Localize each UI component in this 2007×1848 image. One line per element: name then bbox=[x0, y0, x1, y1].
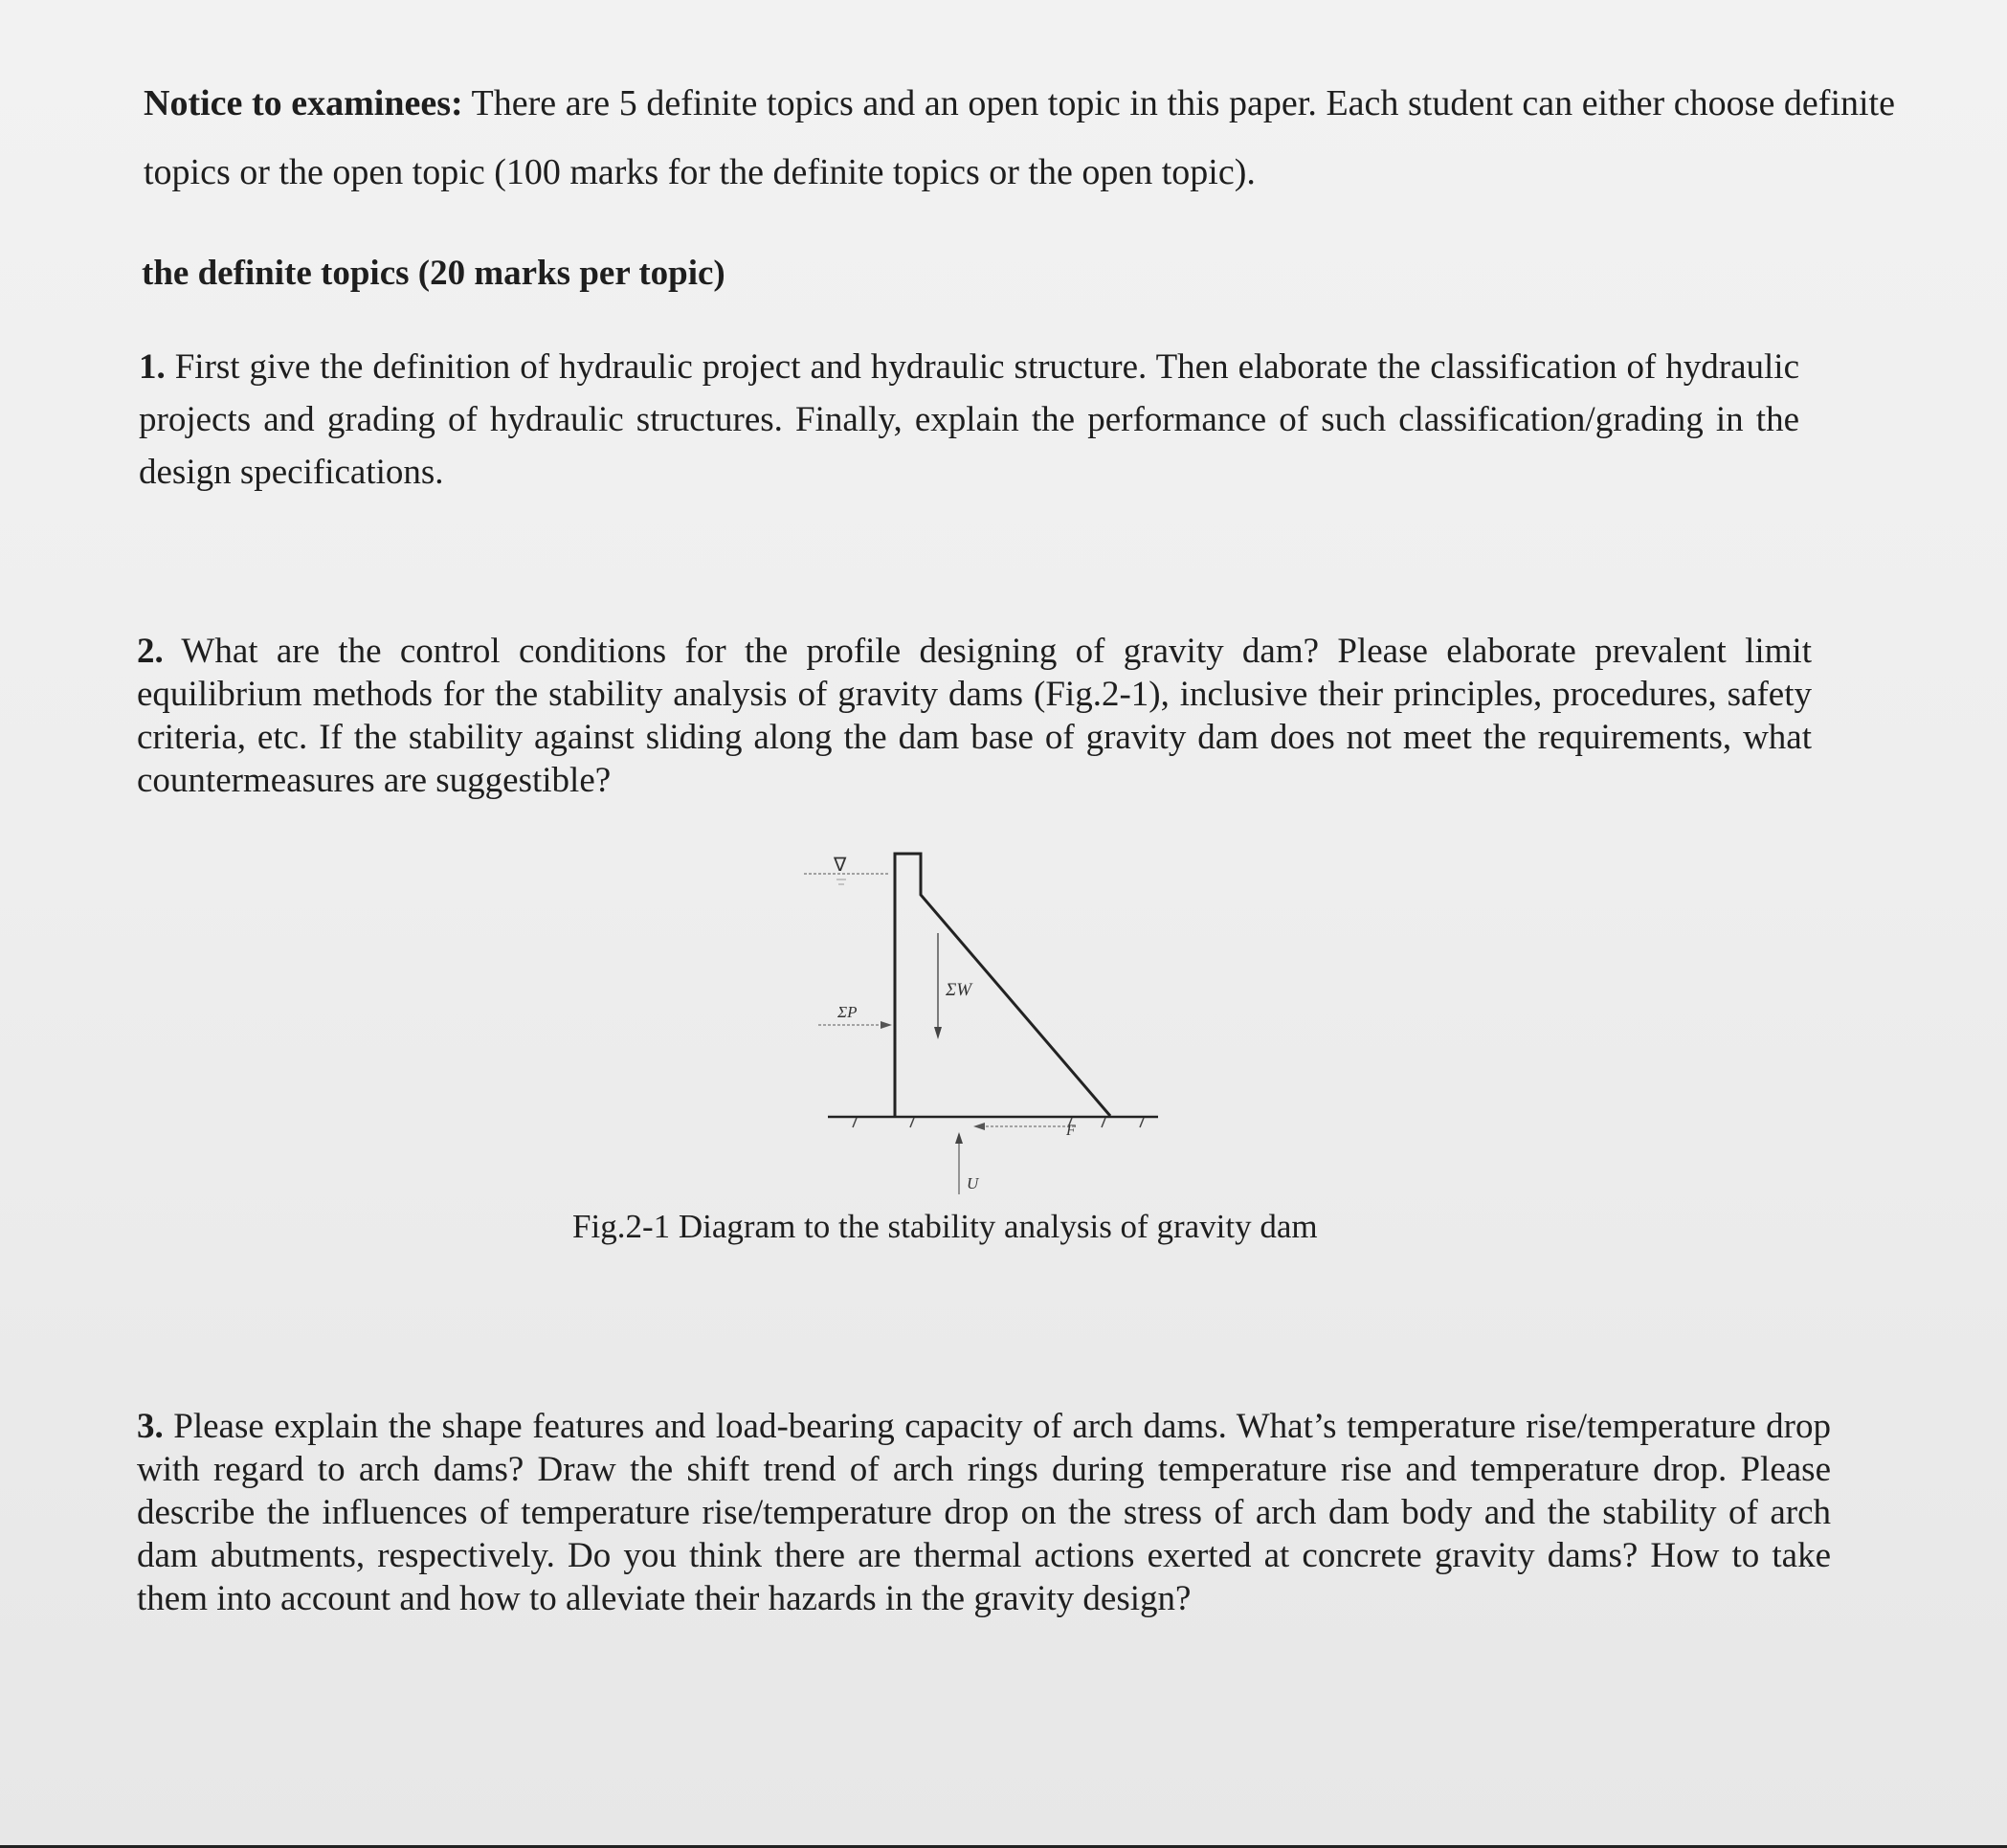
question-text: First give the definition of hydraulic project and hydraulic structure. Then elaborate the classification of hydraulic projects and grading of hydraulic structures. Finally, explain the performance of such classification/grading in the design specifications. bbox=[139, 347, 1799, 492]
question-number: 3. bbox=[137, 1407, 164, 1446]
pressure-label: ΣP bbox=[837, 1003, 858, 1021]
question-2 bbox=[137, 630, 1812, 802]
friction-label: F bbox=[1066, 1123, 1076, 1139]
uplift-label: U bbox=[967, 1174, 979, 1192]
gravity-dam-diagram bbox=[785, 842, 1187, 1206]
water-level-symbol: ∇ bbox=[834, 855, 847, 876]
dam-profile bbox=[895, 854, 1110, 1116]
section-title: the definite topics (20 marks per topic) bbox=[142, 254, 725, 293]
question-text: What are the control conditions for the profile designing of gravity dam? Please elaborate prevalent limit equilibrium methods for the stability analysis of gravity dams (Fig.2-1), inclusive their principles, procedures, safety criteria, etc. If the stability against sliding along the dam base of gravity dam does not meet the requirements, what countermeasures are suggestible? bbox=[137, 632, 1812, 800]
figure-caption: Fig.2-1 Diagram to the stability analysis of gravity dam bbox=[572, 1208, 1318, 1245]
question-number: 1. bbox=[139, 347, 166, 387]
question-text: Please explain the shape features and load-bearing capacity of arch dams. What’s temperature rise/temperature drop with regard to arch dams? Draw the shift trend of arch rings during temperature rise and temperature drop. Please describe the influences of temperature rise/temperature drop on the stress of arch dam body and the stability of arch dam abutments, respectively. Do you think there are thermal actions exerted at concrete gravity dams? How to take them into account and how to alleviate their hazards in the gravity design? bbox=[137, 1407, 1831, 1618]
question-1 bbox=[139, 341, 1799, 499]
weight-label: ΣW bbox=[946, 980, 972, 1000]
question-number: 2. bbox=[137, 632, 164, 671]
notice-label: Notice to examinees: bbox=[144, 83, 463, 123]
notice-paragraph bbox=[144, 69, 1895, 207]
notice-text: There are 5 definite topics and an open topic in this paper. Each student can either choose definite topics or the open topic (100 marks for the definite topics or the open topic). bbox=[144, 83, 1895, 192]
question-3 bbox=[137, 1405, 1831, 1620]
